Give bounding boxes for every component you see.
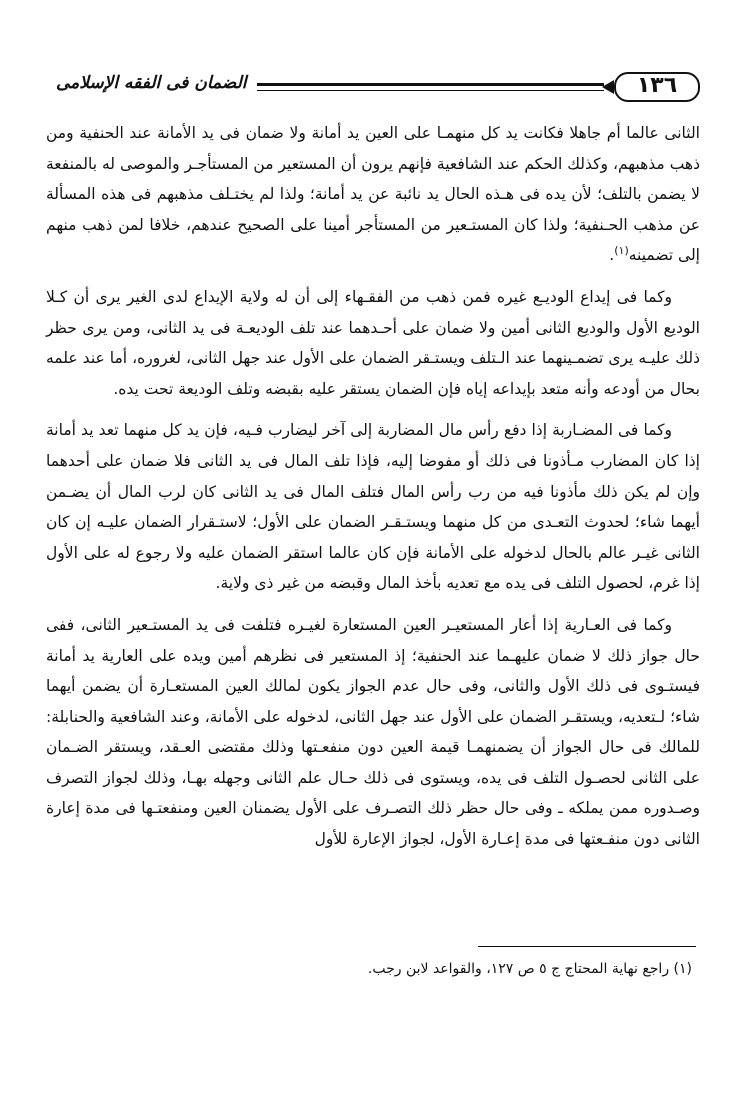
- footnote-separator: [478, 946, 696, 947]
- footnote: [46, 956, 692, 982]
- paragraph-text: الثانى عالما أم جاهلا فكانت يد كل منهمـا على العين يد أمانة ولا ضمان فى يد الأمانة عند الحنفية ومن ذهب مذهبهم، وكذلك الحكم عند الشافعية فإنهم يرون أن المستعير من المستأجـر والموصى له بالمنفعة لا يضمن بالتلف؛ لأن يده فى هـذه الحال يد نائبة عن يد أمانة؛ ولذا لم يختـلف مذهبهم فى هذه المسألة عن مذهب الحـنفية؛ ولذا كان المستـعير من المستأجر أمينا على الصحيح عندهم، خلافا لمن ذهب منهم إلى تضمينه: [46, 124, 700, 265]
- paragraph: [46, 118, 700, 271]
- paragraph-text: وكما فى إيداع الوديـع غيره فمن ذهب من الفقـهاء إلى أن له ولاية الإيداع لدى الغير يرى أن كـلا الوديع الأول والوديع الثانى أمين ولا ضمان على أحـدهما عند تلف الوديعـة فى يد الثانى، ومن يرى حظر ذلك عليـه يرى تضمـينهما عند الـتلف ويستـقر الضمان على الأول عند جهل الثانى، لغروره، أما عند علمه بحال من أودعه وأنه متعد بإيداعه إياه فإن الضمان يستقر عليه بقبضه وتلف الوديعة تحت يده.: [46, 287, 700, 398]
- page-header: [46, 68, 700, 108]
- paragraph: [46, 415, 700, 599]
- page-number: [614, 72, 700, 102]
- paragraph: [46, 610, 700, 855]
- page-number-text: ١٣٦: [636, 73, 678, 98]
- running-title: الضمان فى الفقه الإسلامى: [46, 68, 257, 98]
- body-text: [46, 118, 700, 866]
- paragraph-text: وكما فى المضـاربة إذا دفع رأس مال المضاربة إلى آخر ليضارب فـيه، فإن يد كل منهما تعد يد أمانة إذا كان المضارب مـأذونا فى ذلك أو مفوضا إليه، فإذا تلف المال فى يد الثانى فلا ضمان على أحدهما وإن لم يكن ذلك مأذونا فيه من رب رأس المال فتلف المال فى يد الثانى كان لرب المال أن يضـمن أيهما شاء؛ لحدوث التعـدى من كل منهما ويستـقـر الضمان على الأول؛ لاستـقرار الضمان عليـه إن كان الثانى غيـر عالم بالحال لدخوله على الأمانة فإن كان عالما استقر الضمان عليه ولا رجوع له على الأول إذا غرم، لحصول التلف فى يده مع تعديه بأخذ المال وقبضه من غير ذى ولاية.: [46, 421, 700, 593]
- paragraph-text: وكما فى العـارية إذا أعار المستعيـر العين المستعارة لغيـره فتلفت فى يد المستـعير الثانى، ففى حال جواز ذلك لا ضمان عليهـما عند الحنفية؛ إذ المستعير فى نظرهم أمين ويده على العارية يد أمانة فيستـوى فى ذلك الأول والثانى، وفى حال عدم الجواز يكون لمالك العين المستعـارة أن يضمن أيهما شاء؛ لـتعديه، ويستقـر الضمان على الأول عند جهل الثانى، لدخوله على الأمانة، وعند الشافعية والحنابلة: للمالك فى حال الجواز أن يضمنهمـا قيمة العين دون منفعـتها وذلك مقتضى العـقد، ويستقر الضـمان على الثانى لحصـول التلف فى يده، ويستوى فى ذلك حـال علم الثانى وجهله بهـا، وذلك لجواز التصرف وصـدوره ممن يملكه ـ وفى حال حظر ذلك التصـرف على الأول يضمنان العين ومنفعتـها فى مدة إعارة الثانى دون منفـعتها فى مدة إعـارة الأول، لجواز الإعارة للأول: [46, 615, 700, 849]
- footnote-reference: (١): [614, 244, 629, 258]
- paragraph-tail: .: [609, 246, 615, 265]
- paragraph: [46, 282, 700, 404]
- footnote-text: (١) راجع نهاية المحتاج ج ٥ ص ١٢٧، والقواعد لابن رجب.: [367, 961, 692, 977]
